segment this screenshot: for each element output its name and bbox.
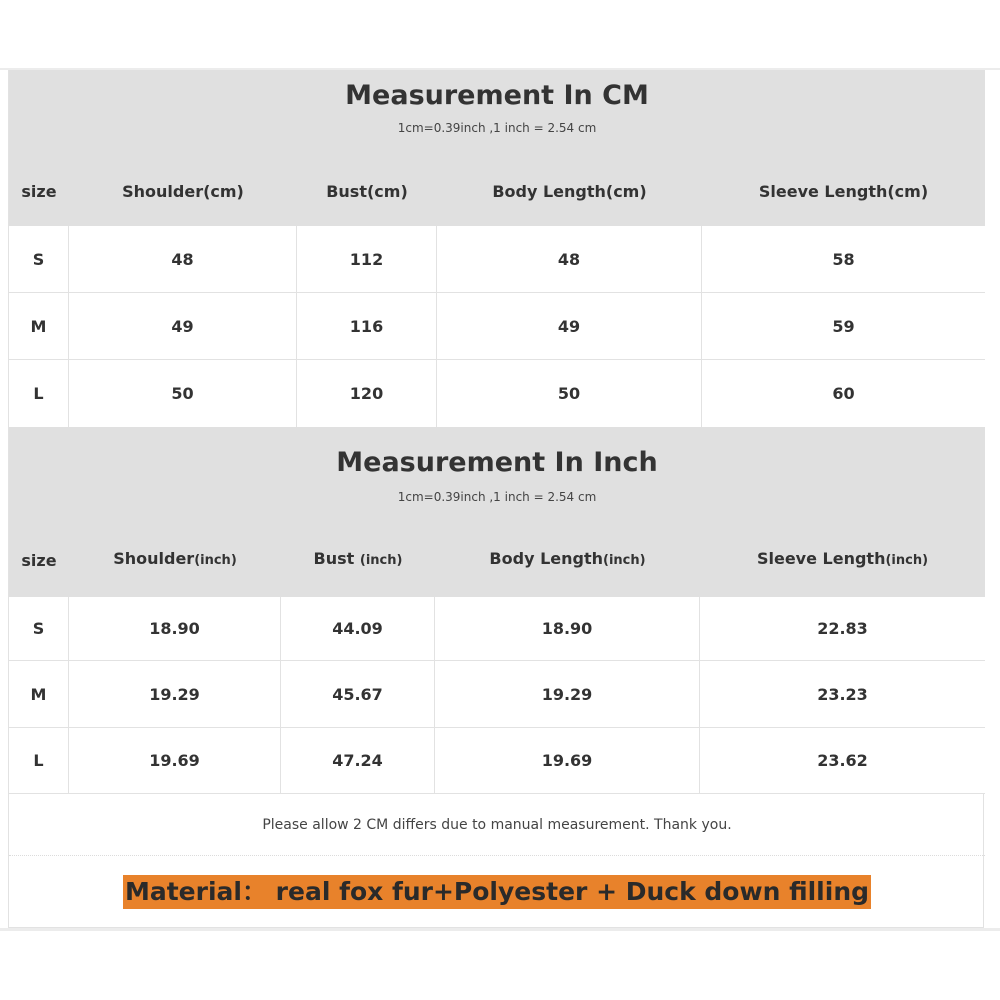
body-length-cell: 18.90 — [435, 597, 700, 660]
cm-col-shoulder: Shoulder(cm) — [122, 182, 244, 201]
bust-cell: 44.09 — [281, 597, 435, 660]
size-cell: M — [9, 293, 69, 359]
body-length-cell: 19.29 — [435, 661, 700, 727]
bust-cell: 116 — [297, 293, 437, 359]
measurement-note: Please allow 2 CM differs due to manual measurement. Thank you. — [9, 794, 985, 856]
sleeve-length-cell: 60 — [832, 384, 855, 403]
table-row — [9, 293, 985, 360]
cm-header — [9, 70, 985, 226]
bust-cell: 45.67 — [281, 661, 435, 727]
inch-title: Measurement In Inch — [336, 447, 658, 478]
inch-header — [9, 427, 985, 597]
shoulder-cell: 19.29 — [69, 661, 281, 727]
table-row — [9, 728, 985, 794]
body-length-cell: 48 — [437, 226, 702, 292]
shoulder-cell: 18.90 — [69, 597, 281, 660]
sleeve-length-cell: 23.62 — [817, 751, 868, 770]
inch-col-body-length: Body Length(inch) — [489, 549, 646, 568]
inch-subtitle: 1cm=0.39inch ,1 inch = 2.54 cm — [397, 490, 597, 504]
cm-col-body-length: Body Length(cm) — [492, 182, 647, 201]
bottom-divider — [0, 928, 1000, 931]
cm-col-size: size — [21, 182, 57, 201]
material-section — [9, 856, 985, 928]
table-row — [9, 226, 985, 293]
size-cell: L — [9, 360, 69, 427]
size-cell: L — [9, 728, 69, 793]
body-length-cell: 50 — [437, 360, 702, 427]
shoulder-cell: 50 — [69, 360, 297, 427]
shoulder-cell: 49 — [69, 293, 297, 359]
cm-subtitle: 1cm=0.39inch ,1 inch = 2.54 cm — [397, 121, 597, 135]
inch-col-size: size — [21, 551, 57, 570]
table-row — [9, 360, 985, 427]
size-cell: M — [9, 661, 69, 727]
sleeve-length-cell: 59 — [832, 316, 855, 336]
size-cell: S — [9, 597, 69, 660]
shoulder-cell: 19.69 — [69, 728, 281, 793]
cm-col-sleeve-length: Sleeve Length(cm) — [758, 182, 929, 201]
cm-title: Measurement In CM — [345, 80, 649, 111]
bust-cell: 120 — [297, 360, 437, 427]
sleeve-length-cell: 23.23 — [817, 684, 868, 704]
shoulder-cell: 48 — [69, 226, 297, 292]
table-row — [9, 597, 985, 661]
cm-col-bust: Bust(cm) — [326, 182, 408, 201]
size-cell: S — [9, 226, 69, 292]
inch-col-shoulder: Shoulder(inch) — [113, 549, 237, 568]
body-length-cell: 19.69 — [435, 728, 700, 793]
inch-col-sleeve-length: Sleeve Length(inch) — [756, 549, 929, 568]
material-label: Material： real fox fur+Polyester + Duck down filling — [123, 875, 871, 909]
inch-col-bust: Bust (inch) — [313, 549, 403, 568]
sleeve-length-cell: 22.83 — [817, 619, 868, 638]
body-length-cell: 49 — [437, 293, 702, 359]
table-row — [9, 661, 985, 728]
size-chart — [8, 70, 984, 928]
bust-cell: 112 — [297, 226, 437, 292]
sleeve-length-cell: 58 — [832, 249, 855, 269]
bust-cell: 47.24 — [281, 728, 435, 793]
